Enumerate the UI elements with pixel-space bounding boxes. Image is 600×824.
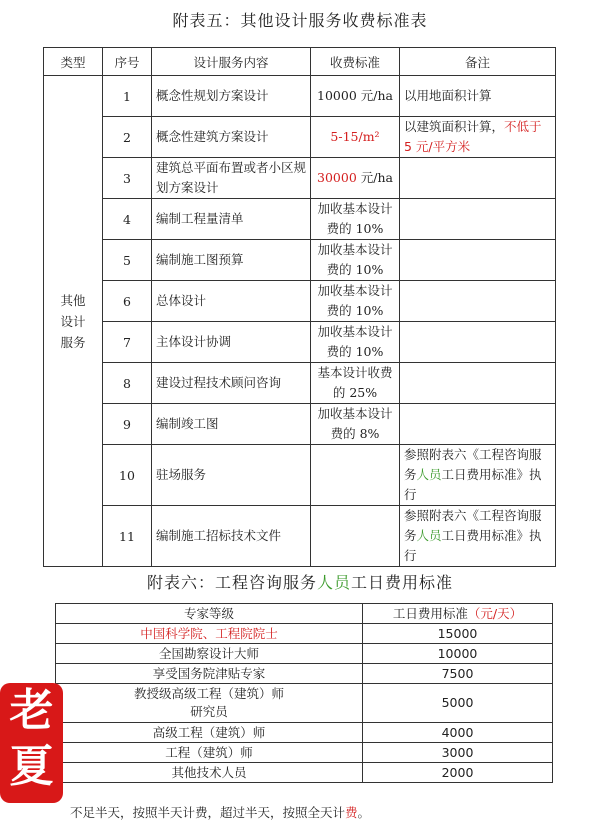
level-cell (56, 684, 363, 723)
table-row (44, 240, 556, 281)
header-content: 设计服务内容 (152, 48, 311, 76)
content-cell: 编制竣工图 (152, 404, 311, 445)
seq-cell: 7 (103, 322, 152, 363)
note-cell (400, 117, 556, 158)
table-row (44, 117, 556, 158)
note-cell (400, 240, 556, 281)
table-row (56, 723, 553, 743)
fee-cell: 2000 (363, 763, 553, 783)
content-cell: 编制施工招标技术文件 (152, 506, 311, 567)
level-cell: 高级工程（建筑）师 (56, 723, 363, 743)
fee-cell: 10000 元/ha (311, 76, 400, 117)
seq-cell: 10 (103, 445, 152, 506)
table-row (56, 684, 553, 723)
fee-cell: 加收基本设计费的 8% (311, 404, 400, 445)
table-row (56, 763, 553, 783)
content-cell: 概念性建筑方案设计 (152, 117, 311, 158)
content-cell: 总体设计 (152, 281, 311, 322)
fee-cell (311, 445, 400, 506)
content-cell: 编制施工图预算 (152, 240, 311, 281)
header-seq: 序号 (103, 48, 152, 76)
fee-cell: 5-15/m² (311, 117, 400, 158)
note-cell (400, 506, 556, 567)
seq-cell: 4 (103, 199, 152, 240)
note-highlight: 人员 (416, 528, 442, 543)
header-type: 类型 (44, 48, 103, 76)
table-row (56, 743, 553, 763)
table-row (44, 322, 556, 363)
fee-cell: 加收基本设计费的 10% (311, 199, 400, 240)
seq-cell: 9 (103, 404, 152, 445)
fee-unit: 元/ha (356, 170, 393, 185)
note-cell: 以用地面积计算 (400, 76, 556, 117)
fee-cell: 5000 (363, 684, 553, 723)
title-highlight: 人员 (316, 573, 351, 592)
note-text: 参照附表六《工程咨询服务 (404, 447, 542, 482)
table2-title (0, 570, 600, 593)
note-text: 以建筑面积计算， (404, 119, 505, 134)
seq-cell: 6 (103, 281, 152, 322)
table-row (44, 199, 556, 240)
footnote (70, 803, 370, 821)
fee-cell: 3000 (363, 743, 553, 763)
fee-cell: 7500 (363, 664, 553, 684)
content-cell: 驻场服务 (152, 445, 311, 506)
note-cell (400, 281, 556, 322)
seq-cell: 11 (103, 506, 152, 567)
fee-cell: 15000 (363, 624, 553, 644)
table-row (44, 404, 556, 445)
note-cell (400, 158, 556, 199)
note-cell (400, 322, 556, 363)
header-text: 工日费用标准 (392, 605, 468, 621)
header-fee (363, 604, 553, 624)
level-cell: 工程（建筑）师 (56, 743, 363, 763)
watermark-stamp (0, 683, 63, 803)
fee-cell: 加收基本设计费的 10% (311, 240, 400, 281)
content-cell: 建筑总平面布置或者小区规划方案设计 (152, 158, 311, 199)
fee-cell: 10000 (363, 644, 553, 664)
fee-cell: 基本设计收费的 25% (311, 363, 400, 404)
level-line: 教授级高级工程（建筑）师 (133, 686, 284, 701)
note-highlight: 人员 (416, 467, 442, 482)
note-cell (400, 199, 556, 240)
footnote-text: 不足半天，按照半天计费，超过半天，按照全天计 (70, 805, 346, 820)
note-cell (400, 363, 556, 404)
table-row (44, 76, 556, 117)
level-line: 研究员 (190, 704, 228, 719)
level-cell: 中国科学院、工程院院士 (56, 624, 363, 644)
note-text: 工日费用标准》执行 (404, 467, 542, 502)
header-note: 备注 (400, 48, 556, 76)
footnote-end: 。 (357, 805, 371, 820)
note-cell (400, 445, 556, 506)
note-text: 工日费用标准》执行 (404, 528, 542, 563)
seq-cell: 8 (103, 363, 152, 404)
table-row (44, 363, 556, 404)
content-cell: 主体设计协调 (152, 322, 311, 363)
title-text: 工日费用标准 (351, 573, 454, 592)
content-cell: 概念性规划方案设计 (152, 76, 311, 117)
header-fee: 收费标准 (311, 48, 400, 76)
seq-cell: 1 (103, 76, 152, 117)
table-row (56, 624, 553, 644)
seq-cell: 5 (103, 240, 152, 281)
consulting-day-rate-table (55, 603, 553, 783)
content-cell: 建设过程技术顾问咨询 (152, 363, 311, 404)
title-text: 附表六：工程咨询服务 (146, 573, 317, 592)
seq-cell: 3 (103, 158, 152, 199)
note-highlight: 不低于 5 元/平方米 (404, 119, 542, 154)
level-cell: 其他技术人员 (56, 763, 363, 783)
stamp-char: 夏 (9, 741, 54, 792)
content-cell: 编制工程量清单 (152, 199, 311, 240)
level-cell: 享受国务院津贴专家 (56, 664, 363, 684)
seq-cell: 2 (103, 117, 152, 158)
table-row (44, 506, 556, 567)
fee-cell: 加收基本设计费的 10% (311, 322, 400, 363)
table1-title: 附表五：其他设计服务收费标准表 (172, 11, 428, 30)
fee-cell (311, 158, 400, 199)
header-unit: （元/天） (467, 605, 523, 621)
footnote-highlight: 费 (345, 805, 358, 820)
fee-cell: 4000 (363, 723, 553, 743)
stamp-char: 老 (9, 685, 54, 736)
table-row (44, 281, 556, 322)
fee-cell (311, 506, 400, 567)
note-text: 参照附表六《工程咨询服务 (404, 508, 542, 543)
fee-highlight: 30000 (317, 170, 357, 185)
level-cell: 全国勘察设计大师 (56, 644, 363, 664)
table-row (44, 158, 556, 199)
design-service-fee-table (43, 47, 556, 567)
table-row (44, 445, 556, 506)
header-level: 专家等级 (56, 604, 363, 624)
note-cell (400, 404, 556, 445)
type-cell: 其他 设计 服务 (44, 76, 103, 567)
fee-cell: 加收基本设计费的 10% (311, 281, 400, 322)
table-header-row (56, 604, 553, 624)
table-header-row (44, 48, 556, 76)
table-row (56, 664, 553, 684)
table-row (56, 644, 553, 664)
